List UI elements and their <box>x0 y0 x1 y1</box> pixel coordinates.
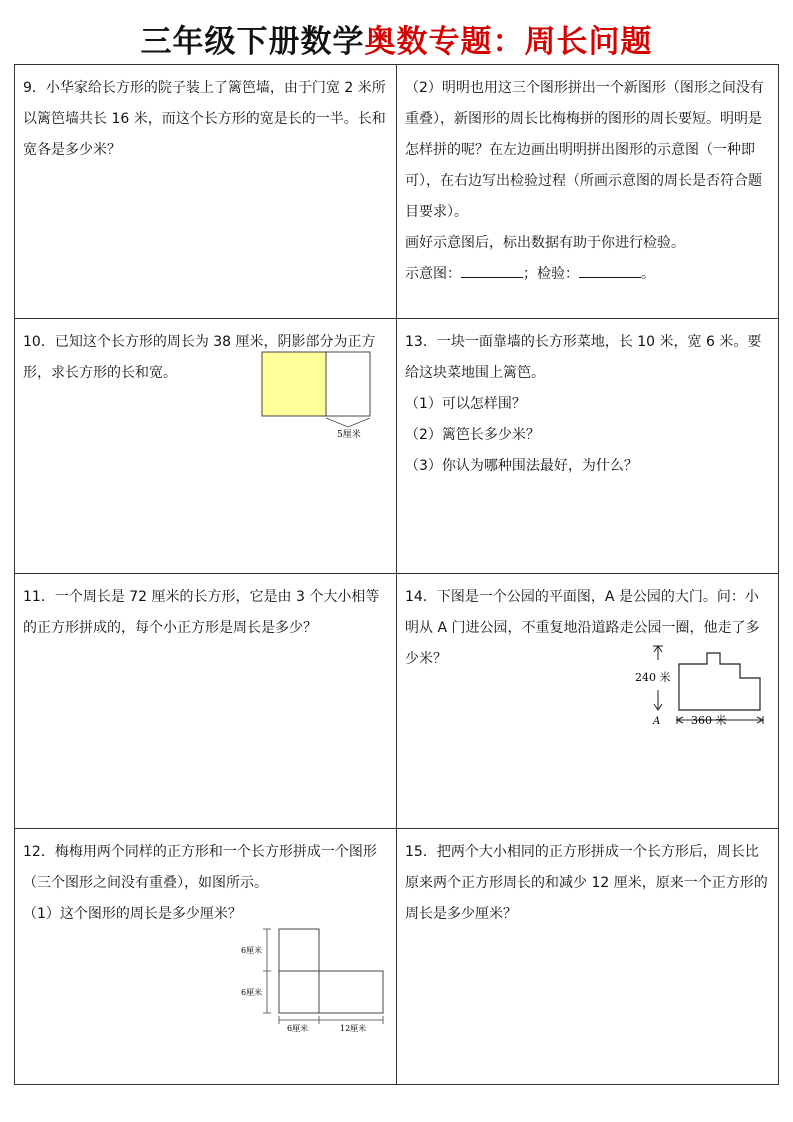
cell-q12-part2 <box>397 65 779 319</box>
problem-grid <box>14 64 779 1085</box>
q10-figure <box>261 351 376 443</box>
cell-q13 <box>397 319 779 574</box>
question-14: 14．下图是一个公园的平面图，A 是公园的大门。问：小明从 A 门进公园，不重复地沿道路走公园一圈，他走了多少米？ <box>405 589 760 667</box>
question-13-sub1: （1）可以怎样围？ <box>405 396 526 412</box>
q14-park-figure <box>625 638 770 733</box>
cell-q15 <box>397 829 779 1085</box>
cell-q14 <box>397 574 779 829</box>
question-13-sub2: （2）篱笆长多少米？ <box>405 427 540 443</box>
cell-q10 <box>15 319 397 574</box>
label-mid-6cm: 6厘米 <box>241 988 263 997</box>
top-square <box>279 929 319 971</box>
label-360: 360 米 <box>691 714 727 727</box>
question-11: 11．一个周长是 72 厘米的长方形，它是由 3 个大小相等的正方形拼成的，每个小正方形是周长是多少？ <box>23 589 380 636</box>
q12-figure <box>237 927 389 1035</box>
label-5cm: 5厘米 <box>337 430 361 440</box>
brace <box>326 418 370 427</box>
label-check: ；检验： <box>523 266 579 282</box>
question-12-part2: （2）明明也用这三个图形拼出一个新图形（图形之间没有重叠），新图形的周长比梅梅拼的图形的周长要短。明明是怎样拼的呢？在左边画出明明拼出图形的示意图（一种即可），在右边写出检验过程（所画示意图的周长是否符合题目要求）。 <box>405 80 764 220</box>
question-13-sub3: （3）你认为哪种围法最好，为什么？ <box>405 458 638 474</box>
label-end: 。 <box>641 266 655 282</box>
shaded-square <box>262 352 326 416</box>
bottom-square <box>279 971 319 1013</box>
title-black: 三年级下册数学 <box>140 24 365 60</box>
question-12-hint: 画好示意图后，标出数据有助于你进行检验。 <box>405 235 685 251</box>
vertical-dim <box>263 929 271 1013</box>
label-240: 240 米 <box>635 671 671 684</box>
title-red: 奥数专题：周长问题 <box>364 24 653 60</box>
white-rect <box>326 352 370 416</box>
question-15: 15．把两个大小相同的正方形拼成一个长方形后，周长比原来两个正方形周长的和减少 12 厘米，原来一个正方形的周长是多少厘米？ <box>405 844 768 922</box>
question-13: 13．一块一面靠墙的长方形菜地，长 10 米，宽 6 米。要给这块菜地围上篱笆。 <box>405 334 762 381</box>
question-10: 10．已知这个长方形的周长为 38 厘米，阴影部分为正方形，求长方形的长和宽。 <box>23 334 376 381</box>
question-12-sub1: （1）这个图形的周长是多少厘米？ <box>23 906 242 922</box>
horizontal-dim <box>279 1016 383 1024</box>
cell-q12 <box>15 829 397 1085</box>
cell-q9 <box>15 65 397 319</box>
label-top-6cm: 6厘米 <box>241 946 263 955</box>
label-bottom-6cm: 6厘米 <box>287 1024 309 1033</box>
label-gate: A <box>653 716 661 727</box>
answer-line <box>405 259 770 290</box>
page-title <box>0 20 793 64</box>
question-12: 12．梅梅用两个同样的正方形和一个长方形拼成一个图形（三个图形之间没有重叠），如图所示。 <box>23 844 377 891</box>
arrow-top <box>653 646 663 660</box>
label-diagram: 示意图： <box>405 266 461 282</box>
question-9: 9．小华家给长方形的院子装上了篱笆墙，由于门宽 2 米所以篱笆墙共长 16 米，而这个长方形的宽是长的一半。长和宽各是多少米？ <box>23 80 386 158</box>
arrow-bottom <box>654 690 662 710</box>
label-bottom-12cm: 12厘米 <box>340 1024 367 1033</box>
cell-q11 <box>15 574 397 829</box>
blank-check[interactable] <box>579 259 641 278</box>
park-outline <box>679 653 760 710</box>
long-rect <box>319 971 383 1013</box>
blank-diagram[interactable] <box>461 259 523 278</box>
